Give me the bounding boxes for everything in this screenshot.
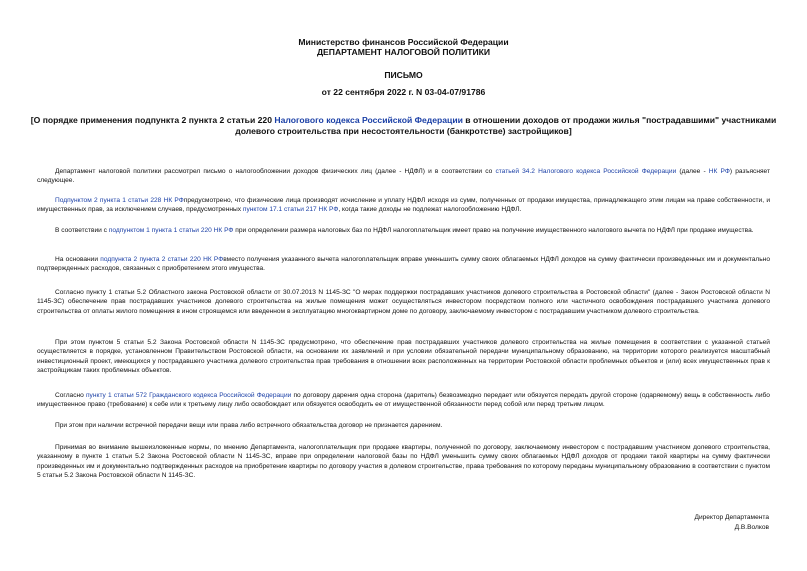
p7-text-b: по договору дарения одна сторона (даритель) безвозмездно передает или обязуется передать другой стороне (одаряемому) вещь в собственность либо имущественное право (требование) к себе или к третьему лицу либо освобождает или обязуется освободить ее от имущественной обязанности перед собой или перед третьим лицом. [37,392,770,409]
p1-text-c: ) разъясняет следующее. [37,168,770,185]
p4-text-b: вместо получения указанного вычета налогоплательщик вправе уменьшить сумму своих облагаемых НДФЛ доходов на сумму фактически произведенных им и документально подтвержденных расходов, связанных с приобретением этого имущества. [37,256,770,273]
p7-text-a: Согласно [55,392,86,399]
p4-link-article-220-2[interactable]: подпункта 2 пункта 2 статьи 220 НК РФ [100,256,224,263]
paragraph-8: При этом при наличии встречной передачи вещи или права либо встречного обязательства договор не признается дарением. [55,422,443,429]
p3-text-a: В соответствии с [55,227,109,234]
p3-link-article-220-1[interactable]: подпунктом 1 пункта 1 статьи 220 НК РФ [108,227,234,234]
paragraph-1 [37,167,770,186]
document-title [30,115,777,137]
title-part1: [О порядке применения подпункта 2 пункта 2 статьи 220 [30,115,275,125]
paragraph-9: Принимая во внимание вышеизложенные нормы, по мнению Департамента, налогоплательщик при продаже квартиры, полученной по договору, заключаемому инвестором с пострадавшим участником долевого строительства, указанному в пункте 1 статьи 5.2 Закона Ростовской области N 1145-ЗС, вправе при определении налоговой базы по НДФЛ уменьшить сумму своих облагаемых НДФЛ доходов от продажи такой квартиры на сумму фактически произведенных им и документально подтвержденных расходов на приобретение квартиры по договору участия в долевом строительстве, права требования по которому переданы муниципальному образованию в соответствии с пунктом 5 статьи 5.2 Закона Ростовской области N 1145-ЗС. [37,444,770,479]
p1-text-b: (далее - [676,168,709,175]
signature-position: Директор Департамента [694,514,769,521]
paragraph-3 [37,226,770,235]
document-date-number: от 22 сентября 2022 г. N 03-04-07/91786 [321,87,486,97]
title-part2: в отношении доходов от продажи жилья "пострадавшими" участниками долевого строительства при несостоятельности (банкротстве) застройщиков] [235,115,777,136]
p2-text-a: предусмотрено, что физические лица производят исчисление и уплату НДФЛ исходя из сумм, полученных от продажи имущества, принадлежащего этим лицам на праве собственности, и имущественных прав, за исключением случаев, предусмотренных [37,197,770,214]
department-name: ДЕПАРТАМЕНТ НАЛОГОВОЙ ПОЛИТИКИ [316,47,491,57]
title-tax-code-link[interactable]: Налогового кодекса Российской Федерации [274,115,463,125]
p1-text-a: Департамент налоговой политики рассмотрел письмо о налогообложении доходов физических лиц (далее - НДФЛ) и в соответствии со [55,168,496,175]
ministry-name: Министерство финансов Российской Федерации [298,37,509,47]
paragraph-5: Согласно пункту 1 статьи 5.2 Областного закона Ростовской области от 30.07.2013 N 1145-ЗС "О мерах поддержки пострадавших участников долевого строительства в Ростовской области" (далее - Закон Ростовской области N 1145-ЗС) обеспечение прав пострадавших участников долевого строительства на жилые помещения может осуществляться инвестором посредством полного или частичного освобождения пострадавшего участника долевого строительства от оплаты жилого помещения в ином строящемся или введенном в эксплуатацию многоквартирном доме по договору, заключаемому инвестором с пострадавшим участником долевого строительства. [37,289,770,315]
paragraph-4 [37,255,770,274]
p4-text-a: На основании [55,256,101,263]
p3-text-b: при определении размера налоговых баз по НДФЛ налогоплательщик имеет право на получение имущественного налогового вычета по НДФЛ при продаже имущества. [233,227,754,234]
paragraph-7 [37,391,770,410]
paragraph-2 [37,196,770,215]
p2-link-article-217[interactable]: пунктом 17.1 статьи 217 НК РФ [242,206,339,214]
signature-name: Д.В.Волков [734,524,769,531]
p7-link-civil-code-572[interactable]: пункту 1 статьи 572 Гражданского кодекса Российской Федерации [85,392,292,399]
document-type: ПИСЬМО [384,70,423,80]
paragraph-6: При этом пунктом 5 статьи 5.2 Закона Ростовской области N 1145-ЗС предусмотрено, что обеспечение прав пострадавших участников долевого строительства на жилые помещения в соответствии с указанной статьей осуществляется в порядке, установленном Правительством Ростовской области, на основании их заявлений и при условии обязательной передачи муниципальному образованию, на территории которого реализуется масштабный инвестиционный проект, имеющихся у пострадавшего участника долевого строительства прав требования в отношении всех расположенных на территории Ростовской области проблемных объектов и (или) всех имущественных прав к застройщикам таких проблемных объектов. [37,339,770,374]
p2-link-article-228[interactable]: Подпунктом 2 пункта 1 статьи 228 НК РФ [55,197,184,204]
p2-text-b: , когда такие доходы не подлежат налогообложению НДФЛ. [338,206,522,214]
p1-link-article-34-2[interactable]: статьей 34.2 Налогового кодекса Российской Федерации [495,168,677,175]
p1-link-nk-rf[interactable]: НК РФ [708,168,730,175]
